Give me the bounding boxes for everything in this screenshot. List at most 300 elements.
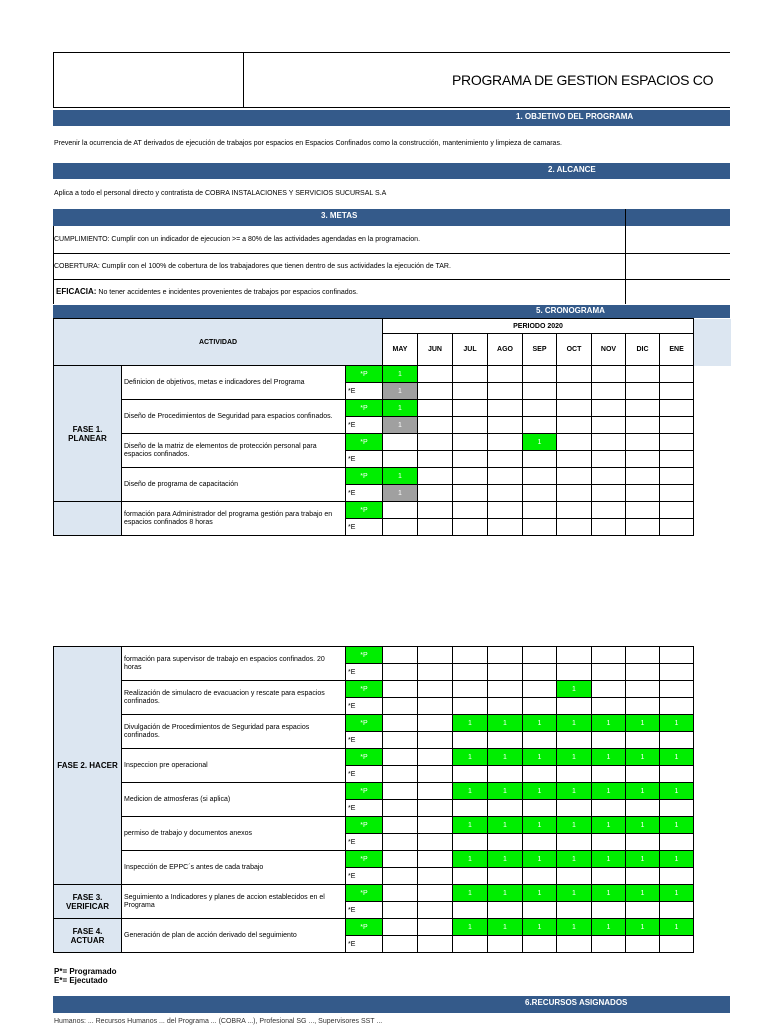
ejecutado-label: *E [346,868,383,885]
crono-bar [53,305,730,318]
brow5-p-m5: 1 [557,817,592,834]
brow8-p-m0 [383,919,418,936]
brow3-e-m2 [453,766,488,783]
brow5-p-m8: 1 [660,817,694,834]
table-row [54,919,694,936]
row0-p-m8 [660,366,694,383]
brow4-p-m0 [383,783,418,800]
row0-e-m5 [557,383,592,400]
row4-p-m8 [660,502,694,519]
row2-e-m2 [453,451,488,468]
row3-p-m1 [418,468,453,485]
month-header-jun: JUN [418,334,453,366]
row3-e-m0: 1 [383,485,418,502]
row2-e-m8 [660,451,694,468]
brow0-p-m2 [453,647,488,664]
row1-e-m3 [488,417,523,434]
row1-e-m2 [453,417,488,434]
brow4-p-m8: 1 [660,783,694,800]
row2-p-m7 [626,434,660,451]
table-row [54,817,694,834]
brow1-e-m4 [523,698,557,715]
brow2-e-m0 [383,732,418,749]
brow0-p-m1 [418,647,453,664]
brow8-p-m2: 1 [453,919,488,936]
legend [54,967,116,985]
row0-p-m3 [488,366,523,383]
brow6-e-m0 [383,868,418,885]
brow6-p-m2: 1 [453,851,488,868]
table-row [54,366,731,383]
row0-e-m3 [488,383,523,400]
brow3-e-m4 [523,766,557,783]
brow4-e-m8 [660,800,694,817]
brow7-e-m1 [418,902,453,919]
brow4-p-m3: 1 [488,783,523,800]
brow8-e-m3 [488,936,523,953]
brow0-p-m5 [557,647,592,664]
row2-p-m4: 1 [523,434,557,451]
row3-p-spacer [694,468,731,485]
metas-divider [625,209,626,304]
brow8-e-m2 [453,936,488,953]
brow3-p-m7: 1 [626,749,660,766]
month-header-oct: OCT [557,334,592,366]
programado-label: *P [346,647,383,664]
brow3-e-m0 [383,766,418,783]
activity-label: Generación de plan de acción derivado del seguimiento [122,919,346,953]
brow6-e-m4 [523,868,557,885]
recursos-title: 6.RECURSOS ASIGNADOS [525,998,628,1007]
brow6-e-m8 [660,868,694,885]
row1-e-m6 [592,417,626,434]
brow5-p-m0 [383,817,418,834]
brow7-e-m0 [383,902,418,919]
row3-e-m2 [453,485,488,502]
row0-p-spacer [694,366,731,383]
row4-e-spacer [694,519,731,536]
brow8-e-m5 [557,936,592,953]
brow1-p-m6 [592,681,626,698]
activity-label: Inspección de EPPC´s antes de cada trabajo [122,851,346,885]
brow2-e-m8 [660,732,694,749]
metas-bar [53,209,730,226]
ejecutado-label: *E [346,417,383,434]
brow5-e-m4 [523,834,557,851]
row4-e-m5 [557,519,592,536]
brow5-p-m3: 1 [488,817,523,834]
brow4-e-m6 [592,800,626,817]
brow1-e-m5 [557,698,592,715]
brow2-e-m1 [418,732,453,749]
row3-e-m3 [488,485,523,502]
row4-e-m3 [488,519,523,536]
brow1-p-m4 [523,681,557,698]
brow0-e-m7 [626,664,660,681]
metas-line2 [53,279,730,280]
brow7-e-m3 [488,902,523,919]
ejecutado-label: *E [346,902,383,919]
row3-p-m3 [488,468,523,485]
brow4-e-m3 [488,800,523,817]
brow4-e-m0 [383,800,418,817]
month-header-ago: AGO [488,334,523,366]
row4-e-m8 [660,519,694,536]
periodo-header: PERIODO 2020 [383,319,694,334]
brow7-e-m4 [523,902,557,919]
row4-p-m4 [523,502,557,519]
ejecutado-label: *E [346,519,383,536]
row4-p-m7 [626,502,660,519]
brow8-p-m1 [418,919,453,936]
brow3-e-m1 [418,766,453,783]
brow2-p-m3: 1 [488,715,523,732]
brow6-e-m2 [453,868,488,885]
objetivo-text: Prevenir la ocurrencia de AT derivados de ejecución de trabajos por espacios en Espacios Confinados como la construcción, mantenimiento y limpieza de camaras. [54,140,562,147]
metas-line1 [53,253,730,254]
brow3-e-m6 [592,766,626,783]
activity-label: Inspeccion pre operacional [122,749,346,783]
brow7-p-m4: 1 [523,885,557,902]
alcance-text: Aplica a todo el personal directo y contratista de COBRA INSTALACIONES Y SERVICIOS SUCURSAL S.A [54,190,387,197]
brow4-p-m5: 1 [557,783,592,800]
schedule-bottom [53,646,694,953]
ejecutado-label: *E [346,451,383,468]
brow0-e-m5 [557,664,592,681]
brow5-e-m3 [488,834,523,851]
row1-e-spacer [694,417,731,434]
row0-p-m4 [523,366,557,383]
row0-e-spacer [694,383,731,400]
row0-e-m2 [453,383,488,400]
brow8-p-m7: 1 [626,919,660,936]
programado-label: *P [346,749,383,766]
brow0-e-m6 [592,664,626,681]
brow4-p-m1 [418,783,453,800]
brow3-e-m3 [488,766,523,783]
brow1-e-m3 [488,698,523,715]
fase-actuar: FASE 4. ACTUAR [54,919,122,953]
brow8-e-m7 [626,936,660,953]
meta-eficacia-text: No tener accidentes e incidentes provenientes de trabajos por espacios confinados. [98,289,358,296]
brow5-e-m6 [592,834,626,851]
row3-e-m6 [592,485,626,502]
brow2-p-m1 [418,715,453,732]
brow2-e-m5 [557,732,592,749]
row2-p-m8 [660,434,694,451]
ejecutado-label: *E [346,800,383,817]
row0-e-m4 [523,383,557,400]
row2-p-spacer [694,434,731,451]
brow8-p-m3: 1 [488,919,523,936]
fase-hacer: FASE 2. HACER [54,647,122,885]
brow4-e-m5 [557,800,592,817]
row1-e-m1 [418,417,453,434]
brow1-p-m3 [488,681,523,698]
brow2-e-m2 [453,732,488,749]
programado-label: *P [346,400,383,417]
brow8-p-m5: 1 [557,919,592,936]
alcance-title: 2. ALCANCE [548,165,596,174]
row3-e-m4 [523,485,557,502]
table-row [54,851,694,868]
row2-p-m1 [418,434,453,451]
row2-e-m5 [557,451,592,468]
brow2-e-m4 [523,732,557,749]
fase-verificar: FASE 3. VERIFICAR [54,885,122,919]
brow2-p-m7: 1 [626,715,660,732]
row2-p-m3 [488,434,523,451]
brow1-e-m2 [453,698,488,715]
crono-title: 5. CRONOGRAMA [536,306,605,315]
brow3-e-m5 [557,766,592,783]
brow7-p-m5: 1 [557,885,592,902]
brow8-p-m6: 1 [592,919,626,936]
brow6-p-m8: 1 [660,851,694,868]
row1-p-m8 [660,400,694,417]
row1-e-m0: 1 [383,417,418,434]
row4-p-m2 [453,502,488,519]
brow1-e-m1 [418,698,453,715]
brow8-e-m4 [523,936,557,953]
ejecutado-label: *E [346,936,383,953]
brow5-p-m7: 1 [626,817,660,834]
row2-p-m2 [453,434,488,451]
table-row [54,783,694,800]
brow0-p-m0 [383,647,418,664]
brow5-e-m5 [557,834,592,851]
brow1-e-m8 [660,698,694,715]
recursos-text: Humanos: ... Recursos Humanos ... del Programa ... (COBRA ...), Profesional SG ..., Supervisores SST ... [54,1018,383,1025]
row1-e-m8 [660,417,694,434]
brow0-p-m3 [488,647,523,664]
brow5-e-m0 [383,834,418,851]
brow3-p-m3: 1 [488,749,523,766]
row3-e-spacer [694,485,731,502]
brow3-p-m5: 1 [557,749,592,766]
brow5-p-m6: 1 [592,817,626,834]
brow7-p-m2: 1 [453,885,488,902]
row3-e-m8 [660,485,694,502]
brow6-p-m4: 1 [523,851,557,868]
brow4-p-m2: 1 [453,783,488,800]
brow2-e-m7 [626,732,660,749]
table-row [54,885,694,902]
row0-p-m0: 1 [383,366,418,383]
brow4-p-m6: 1 [592,783,626,800]
brow8-p-m4: 1 [523,919,557,936]
row0-e-m1 [418,383,453,400]
row3-e-m1 [418,485,453,502]
row4-p-m0 [383,502,418,519]
brow1-e-m7 [626,698,660,715]
programado-label: *P [346,885,383,902]
schedule-top [53,318,731,536]
activity-label: Diseño de Procedimientos de Seguridad para espacios confinados. [122,400,346,434]
ejecutado-label: *E [346,485,383,502]
brow1-p-m7 [626,681,660,698]
row4-p-m1 [418,502,453,519]
brow7-e-m8 [660,902,694,919]
legend-ejecutado: E*= Ejecutado [54,976,108,985]
brow3-p-m4: 1 [523,749,557,766]
row3-p-m8 [660,468,694,485]
row2-e-m4 [523,451,557,468]
brow4-e-m7 [626,800,660,817]
brow0-p-m6 [592,647,626,664]
programado-label: *P [346,434,383,451]
table-row [54,681,694,698]
programado-label: *P [346,715,383,732]
brow2-p-m0 [383,715,418,732]
table-row [54,400,731,417]
activity-label: permiso de trabajo y documentos anexos [122,817,346,851]
row1-p-spacer [694,400,731,417]
brow7-e-m7 [626,902,660,919]
month-header-nov: NOV [592,334,626,366]
brow4-e-m2 [453,800,488,817]
brow8-e-m6 [592,936,626,953]
objetivo-title: 1. OBJETIVO DEL PROGRAMA [516,112,634,121]
row4-p-spacer [694,502,731,519]
row4-e-m6 [592,519,626,536]
activity-label: Definicion de objetivos, metas e indicadores del Programa [122,366,346,400]
row0-p-m7 [626,366,660,383]
meta-eficacia-label: EFICACIA: [56,287,97,296]
meta-eficacia [56,287,358,296]
brow4-p-m7: 1 [626,783,660,800]
brow7-p-m7: 1 [626,885,660,902]
brow3-p-m8: 1 [660,749,694,766]
brow5-p-m2: 1 [453,817,488,834]
row1-e-m4 [523,417,557,434]
brow1-e-m0 [383,698,418,715]
programado-label: *P [346,851,383,868]
row0-p-m1 [418,366,453,383]
row2-e-m1 [418,451,453,468]
activity-label: Medicion de atmosferas (si aplica) [122,783,346,817]
header-title: PROGRAMA DE GESTION ESPACIOS CO [452,72,714,88]
table-row [54,749,694,766]
row2-p-m5 [557,434,592,451]
meta-cumplimiento: CUMPLIMIENTO: Cumplir con un indicador de ejecucion >= a 80% de las actividades agendadas en la programacion. [54,236,421,243]
actividad-header: ACTIVIDAD [54,319,383,366]
row4-e-m4 [523,519,557,536]
row3-e-m5 [557,485,592,502]
brow6-p-m1 [418,851,453,868]
table-row [54,502,731,519]
brow2-e-m6 [592,732,626,749]
brow1-p-m5: 1 [557,681,592,698]
brow0-p-m8 [660,647,694,664]
row0-e-m6 [592,383,626,400]
row3-p-m6 [592,468,626,485]
ejecutado-label: *E [346,664,383,681]
objetivo-bar [53,110,730,126]
brow3-p-m6: 1 [592,749,626,766]
activity-label: Divulgación de Procedimientos de Seguridad para espacios confinados. [122,715,346,749]
brow6-e-m1 [418,868,453,885]
row1-e-m5 [557,417,592,434]
fase-blank [54,502,122,536]
ejecutado-label: *E [346,766,383,783]
brow6-p-m0 [383,851,418,868]
brow8-e-m0 [383,936,418,953]
row1-p-m7 [626,400,660,417]
row4-p-m5 [557,502,592,519]
brow0-e-m2 [453,664,488,681]
metas-title: 3. METAS [321,211,358,220]
brow4-e-m1 [418,800,453,817]
brow7-p-m0 [383,885,418,902]
brow3-p-m2: 1 [453,749,488,766]
row1-p-m6 [592,400,626,417]
row2-e-spacer [694,451,731,468]
brow0-e-m8 [660,664,694,681]
brow7-p-m1 [418,885,453,902]
recursos-bar [53,996,730,1013]
brow8-e-m1 [418,936,453,953]
row4-p-m3 [488,502,523,519]
brow2-p-m6: 1 [592,715,626,732]
brow6-p-m7: 1 [626,851,660,868]
brow0-p-m4 [523,647,557,664]
brow8-p-m8: 1 [660,919,694,936]
fase-planear: FASE 1. PLANEAR [54,366,122,502]
brow1-p-m2 [453,681,488,698]
meta-cobertura: COBERTURA: Cumplir con el 100% de cobertura de los trabajadores que tienen dentro de sus actividades la ejecución de TAR. [54,263,451,270]
brow2-p-m2: 1 [453,715,488,732]
table-row [54,468,731,485]
ejecutado-label: *E [346,834,383,851]
brow7-e-m6 [592,902,626,919]
brow6-e-m5 [557,868,592,885]
activity-label: Diseño de programa de capacitación [122,468,346,502]
row3-p-m4 [523,468,557,485]
brow0-e-m4 [523,664,557,681]
brow2-p-m8: 1 [660,715,694,732]
month-header-may: MAY [383,334,418,366]
programado-label: *P [346,502,383,519]
row3-p-m0: 1 [383,468,418,485]
brow1-e-m6 [592,698,626,715]
brow0-p-m7 [626,647,660,664]
brow5-p-m1 [418,817,453,834]
brow5-e-m7 [626,834,660,851]
brow7-e-m2 [453,902,488,919]
row1-p-m1 [418,400,453,417]
programado-label: *P [346,919,383,936]
brow6-p-m6: 1 [592,851,626,868]
row4-p-m6 [592,502,626,519]
programado-label: *P [346,468,383,485]
row4-e-m7 [626,519,660,536]
header-divider [243,52,244,108]
row2-p-m6 [592,434,626,451]
brow2-e-m3 [488,732,523,749]
month-header-dic: DIC [626,334,660,366]
brow8-e-m8 [660,936,694,953]
brow3-p-m1 [418,749,453,766]
brow7-p-m6: 1 [592,885,626,902]
row4-e-m2 [453,519,488,536]
row0-e-m0: 1 [383,383,418,400]
activity-label: formación para Administrador del programa gestión para trabajo en espacios confinados 8 horas [122,502,346,536]
header-spacer [694,319,731,366]
row1-p-m3 [488,400,523,417]
programado-label: *P [346,681,383,698]
row0-e-m7 [626,383,660,400]
